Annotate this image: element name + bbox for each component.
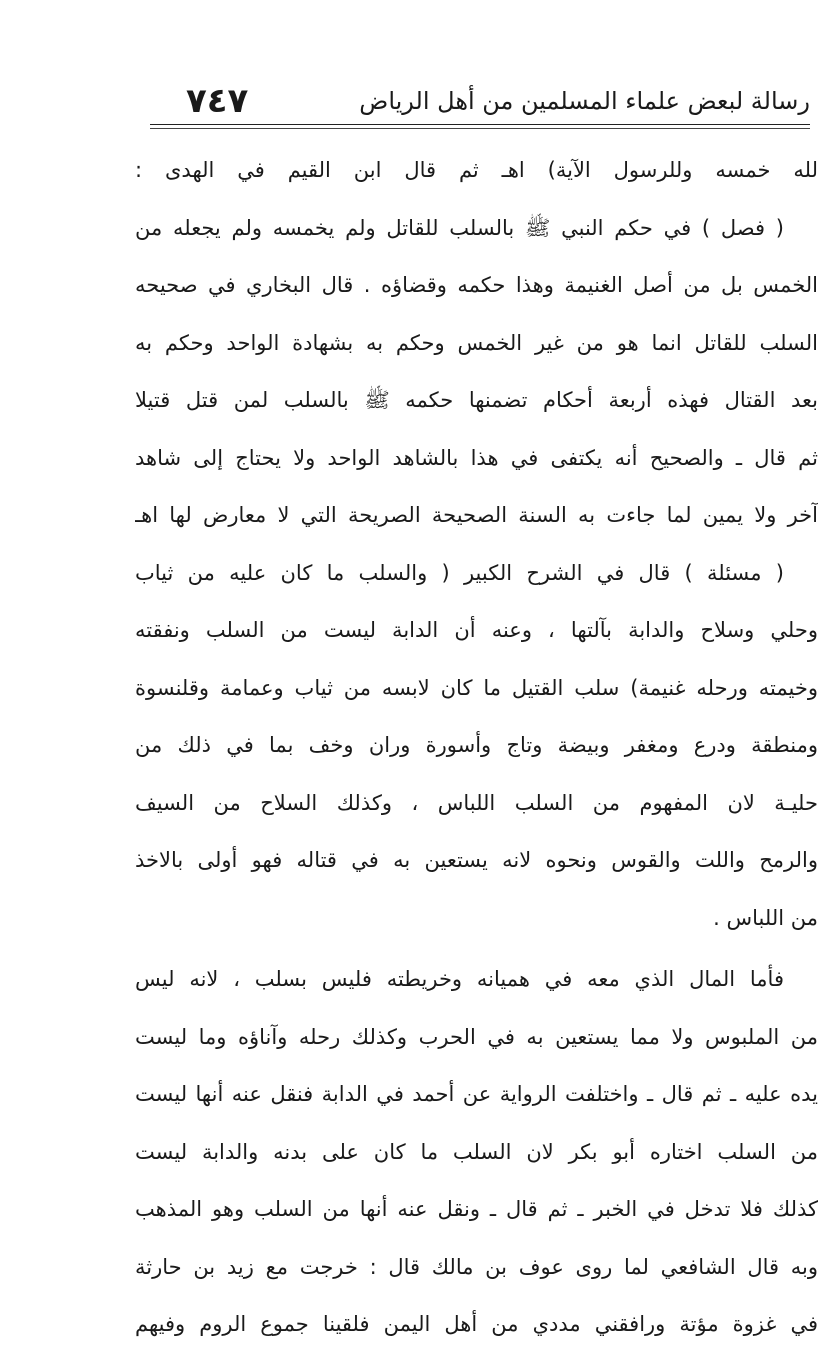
text-line: كذلك فلا تدخل في الخبر ـ ثم قال ـ ونقل عنه أنها من السلب وهو المذهب [135, 1197, 818, 1221]
text-line: ( فصل ) في حكم النبي ﷺ بالسلب للقاتل ولم يخمسه ولم يجعله من [135, 215, 784, 240]
header-rule-secondary [150, 128, 810, 129]
text-line: الخمس بل من أصل الغنيمة وهذا حكمه وقضاؤه . قال البخاري في صحيحه [135, 273, 818, 297]
page-number: ٧٤٧ [186, 81, 249, 121]
text-line: ثم قال ـ والصحيح أنه يكتفى في هذا بالشاهد الواحد ولا يحتاج إلى شاهد [135, 445, 818, 470]
text-line: وخيمته ورحله غنيمة) سلب القتيل ما كان لابسه من ثياب وعمامة وقلنسوة [135, 675, 818, 700]
page-header [150, 76, 810, 126]
text-line: لله خمسه وللرسول الآية) اهـ ثم قال ابن القيم في الهدى : [135, 158, 818, 182]
text-line: السلب للقاتل انما هو من غير الخمس وحكم به بشهادة الواحد وحكم به [135, 330, 818, 355]
text-line: فأما المال الذي معه في هميانه وخريطته فليس بسلب ، لانه ليس [135, 967, 784, 991]
running-title: رسالة لبعض علماء المسلمين من أهل الرياض [359, 87, 810, 115]
text-line: ومنطقة ودرع ومغفر وبيضة وتاج وأسورة وران وخف بما في ذلك من [135, 733, 818, 757]
text-line: من السلب اختاره أبو بكر لان السلب ما كان على بدنه والدابة ليست [135, 1139, 818, 1164]
text-line: من الملبوس ولا مما يستعين به في الحرب وكذلك رحله وآناؤه وما ليست [135, 1024, 818, 1049]
text-line: في غزوة مؤتة ورافقني مددي من أهل اليمن فلقينا جموع الروم وفيهم [135, 1312, 818, 1336]
text-line: آخر ولا يمين لما جاءت به السنة الصحيحة الصريحة التي لا معارض لها اهـ [135, 503, 818, 527]
text-line: حليـة لان المفهوم من السلب اللباس ، وكذلك السلاح من السيف [135, 790, 818, 815]
text-line: ( مسئلة ) قال في الشرح الكبير ( والسلب ما كان عليه من ثياب [135, 560, 784, 585]
text-line: وحلي وسلاح والدابة بآلتها ، وعنه أن الدابة ليست من السلب ونفقته [135, 618, 818, 642]
text-line: وبه قال الشافعي لما روى عوف بن مالك قال : خرجت مع زيد بن حارثة [135, 1254, 818, 1279]
text-line: والرمح واللت والقوس ونحوه لانه يستعين به في قتاله فهو أولى بالاخذ [135, 848, 818, 872]
text-line: بعد القتال فهذه أربعة أحكام تضمنها حكمه ﷺ بالسلب لمن قتل قتيلا [135, 388, 818, 412]
body-text [135, 142, 818, 1354]
header-rule [150, 124, 810, 125]
text-line: يده عليه ـ ثم قال ـ واختلفت الرواية عن أحمد في الدابة فنقل عنه أنها ليست [135, 1082, 818, 1106]
text-line: من اللباس . [713, 905, 818, 930]
